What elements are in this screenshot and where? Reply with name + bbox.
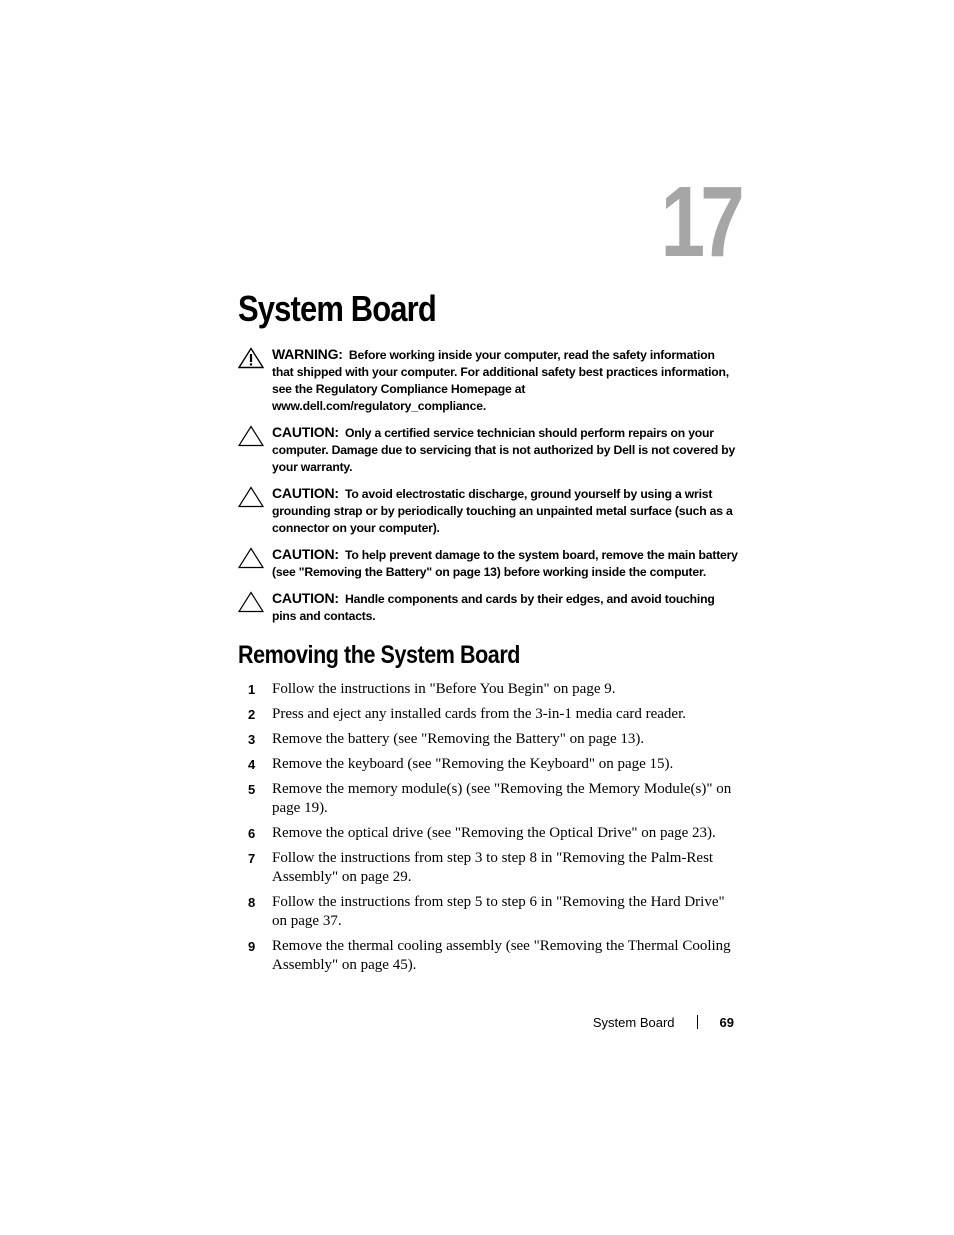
page-number: 69: [719, 1015, 734, 1030]
notice-body: Before working inside your computer, read the safety information that shipped with your computer. For additional safety best practices information, see the Regulatory Compliance Homepage at www.dell.com/regulatory_compliance.: [272, 348, 729, 413]
step-number: 2: [248, 707, 256, 722]
step-number: 8: [248, 895, 256, 910]
step-number: 6: [248, 826, 256, 841]
chapter-title: System Board: [238, 288, 436, 329]
notice-keyword: WARNING:: [272, 346, 343, 362]
step-text: Follow the instructions from step 3 to step 8 in "Removing the Palm-Rest Assembly" on page 29.: [272, 850, 714, 885]
page-footer: [593, 1015, 734, 1030]
caution-notice: [238, 485, 738, 537]
step-item: [238, 780, 738, 818]
notice-body: To avoid electrostatic discharge, ground yourself by using a wrist grounding strap or by periodically touching an unpainted metal surface (such as a connector on your computer).: [272, 487, 733, 535]
step-item: [238, 755, 738, 774]
step-text: Remove the memory module(s) (see "Removing the Memory Module(s)" on page 19).: [272, 781, 732, 816]
section-title: Removing the System Board: [238, 641, 520, 669]
caution-notice: [238, 424, 738, 476]
caution-triangle-icon: [238, 486, 264, 508]
notices: [238, 346, 738, 634]
notice-keyword: CAUTION:: [272, 485, 339, 501]
notice-body: Only a certified service technician should perform repairs on your computer. Damage due to servicing that is not authorized by Dell is not covered by your warranty.: [272, 426, 736, 474]
step-number: 4: [248, 757, 256, 772]
procedure-steps: [238, 680, 738, 981]
notice-text: [272, 590, 738, 625]
step-number: 3: [248, 732, 256, 747]
notice-keyword: CAUTION:: [272, 424, 339, 440]
notice-text: [272, 485, 738, 537]
step-text: Remove the optical drive (see "Removing the Optical Drive" on page 23).: [272, 825, 716, 841]
step-item: [238, 680, 738, 699]
chapter-number: 17: [660, 166, 740, 278]
step-text: Follow the instructions from step 5 to step 6 in "Removing the Hard Drive" on page 37.: [272, 894, 725, 929]
caution-notice: [238, 590, 738, 625]
notice-text: [272, 546, 738, 581]
caution-notice: [238, 546, 738, 581]
notice-keyword: CAUTION:: [272, 590, 339, 606]
step-number: 7: [248, 851, 256, 866]
step-item: [238, 824, 738, 843]
step-item: [238, 937, 738, 975]
step-text: Remove the keyboard (see "Removing the Keyboard" on page 15).: [272, 756, 674, 772]
step-item: [238, 730, 738, 749]
step-text: Remove the battery (see "Removing the Battery" on page 13).: [272, 731, 645, 747]
step-text: Press and eject any installed cards from the 3-in-1 media card reader.: [272, 706, 687, 722]
footer-section-title: System Board: [592, 1015, 675, 1030]
step-item: [238, 849, 738, 887]
warning-notice: [238, 346, 738, 415]
step-item: [238, 893, 738, 931]
notice-text: [272, 424, 738, 476]
footer-divider: [697, 1015, 698, 1029]
caution-triangle-icon: [238, 547, 264, 569]
step-text: Follow the instructions in "Before You Begin" on page 9.: [272, 681, 616, 697]
step-number: 1: [248, 682, 256, 697]
notice-body: To help prevent damage to the system board, remove the main battery (see "Removing the Battery" on page 13) before working inside the computer.: [272, 548, 738, 579]
step-item: [238, 705, 738, 724]
step-number: 9: [248, 939, 256, 954]
notice-body: Handle components and cards by their edges, and avoid touching pins and contacts.: [272, 592, 715, 623]
notice-text: [272, 346, 738, 415]
step-number: 5: [248, 782, 256, 797]
caution-triangle-icon: [238, 591, 264, 613]
warning-triangle-icon: [238, 347, 264, 369]
caution-triangle-icon: [238, 425, 264, 447]
notice-keyword: CAUTION:: [272, 546, 339, 562]
step-text: Remove the thermal cooling assembly (see "Removing the Thermal Cooling Assembly" on page 45).: [272, 938, 731, 973]
